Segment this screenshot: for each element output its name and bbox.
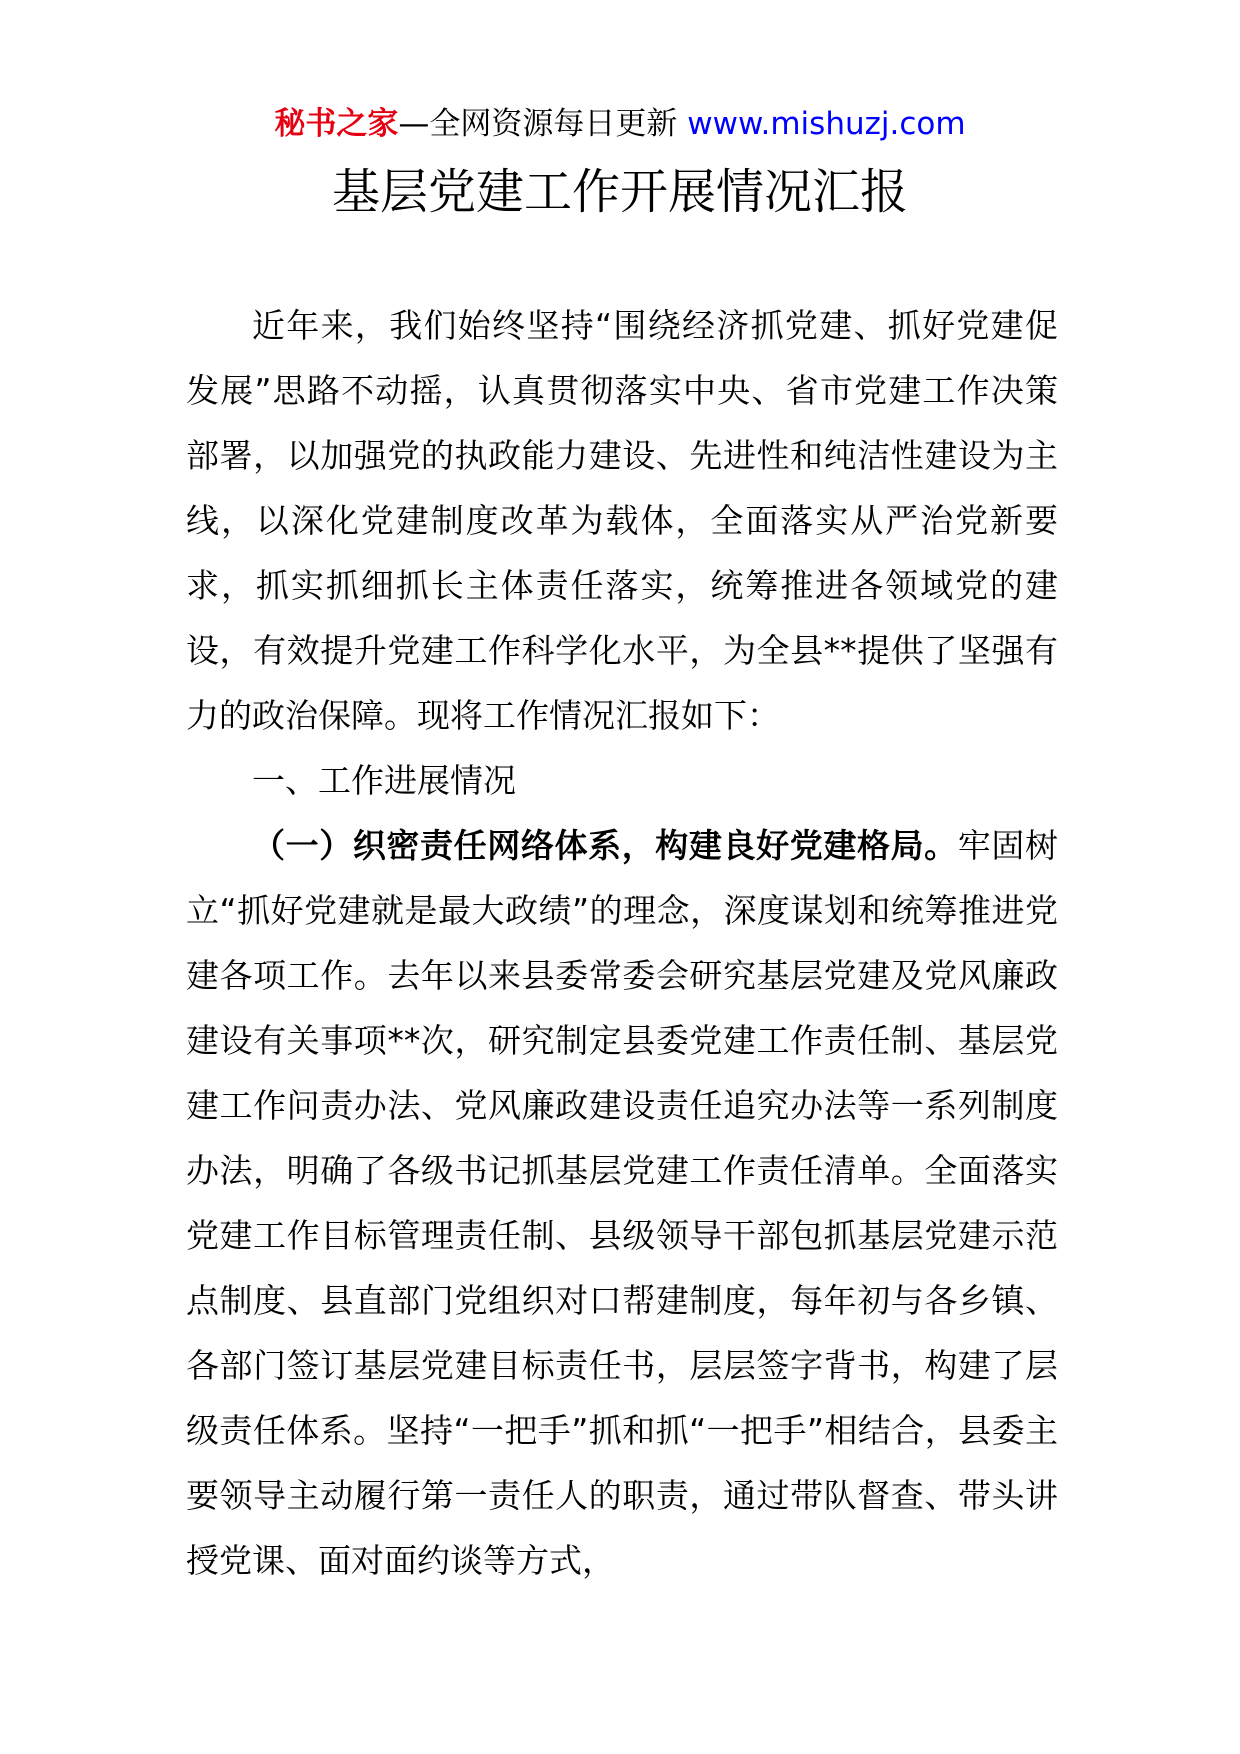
site-tagline: —全网资源每日更新 (398, 106, 688, 142)
site-url-link[interactable]: www.mishuzj.com (687, 106, 966, 142)
document-title: 基层党建工作开展情况汇报 (331, 164, 908, 220)
subsection-body: 牢固树立“抓好党建就是最大政绩”的理念，深度谋划和统筹推进党建各项工作。去年以来县委常委会研究基层党建及党风廉政建设有关事项**次，研究制定县委党建工作责任制、基层党建工作问责办法、党风廉政建设责任追究办法等一系列制度办法，明确了各级书记抓基层党建工作责任清单。全面落实党建工作目标管理责任制、县级领导干部包抓基层党建示范点制度、县直部门党组织对口帮建制度，每年初与各乡镇、各部门签订基层党建目标责任书，层层签字背书，构建了层级责任体系。坚持“一把手”抓和抓“一把手”相结合，县委主要领导主动履行第一责任人的职责，通过带队督查、带头讲授党课、面对面约谈等方式， (186, 826, 1059, 1580)
intro-paragraph: 近年来，我们始终坚持“围绕经济抓党建、抓好党建促发展”思路不动摇，认真贯彻落实中央、省市党建工作决策部署，以加强党的执政能力建设、先进性和纯洁性建设为主线，以深化党建制度改革为载体，全面落实从严治党新要求，抓实抓细抓长主体责任落实，统筹推进各领域党的建设，有效提升党建工作科学化水平，为全县**提供了坚强有力的政治保障。现将工作情况汇报如下： (186, 306, 1058, 735)
site-brand: 秘书之家 (274, 106, 399, 142)
subsection-paragraph (186, 813, 1058, 1593)
document-body (186, 293, 1058, 1593)
subsection-heading: （一）织密责任网络体系，构建良好党建格局。 (252, 826, 958, 865)
site-header (0, 103, 1240, 145)
section-heading: 一、工作进展情况 (252, 761, 516, 800)
